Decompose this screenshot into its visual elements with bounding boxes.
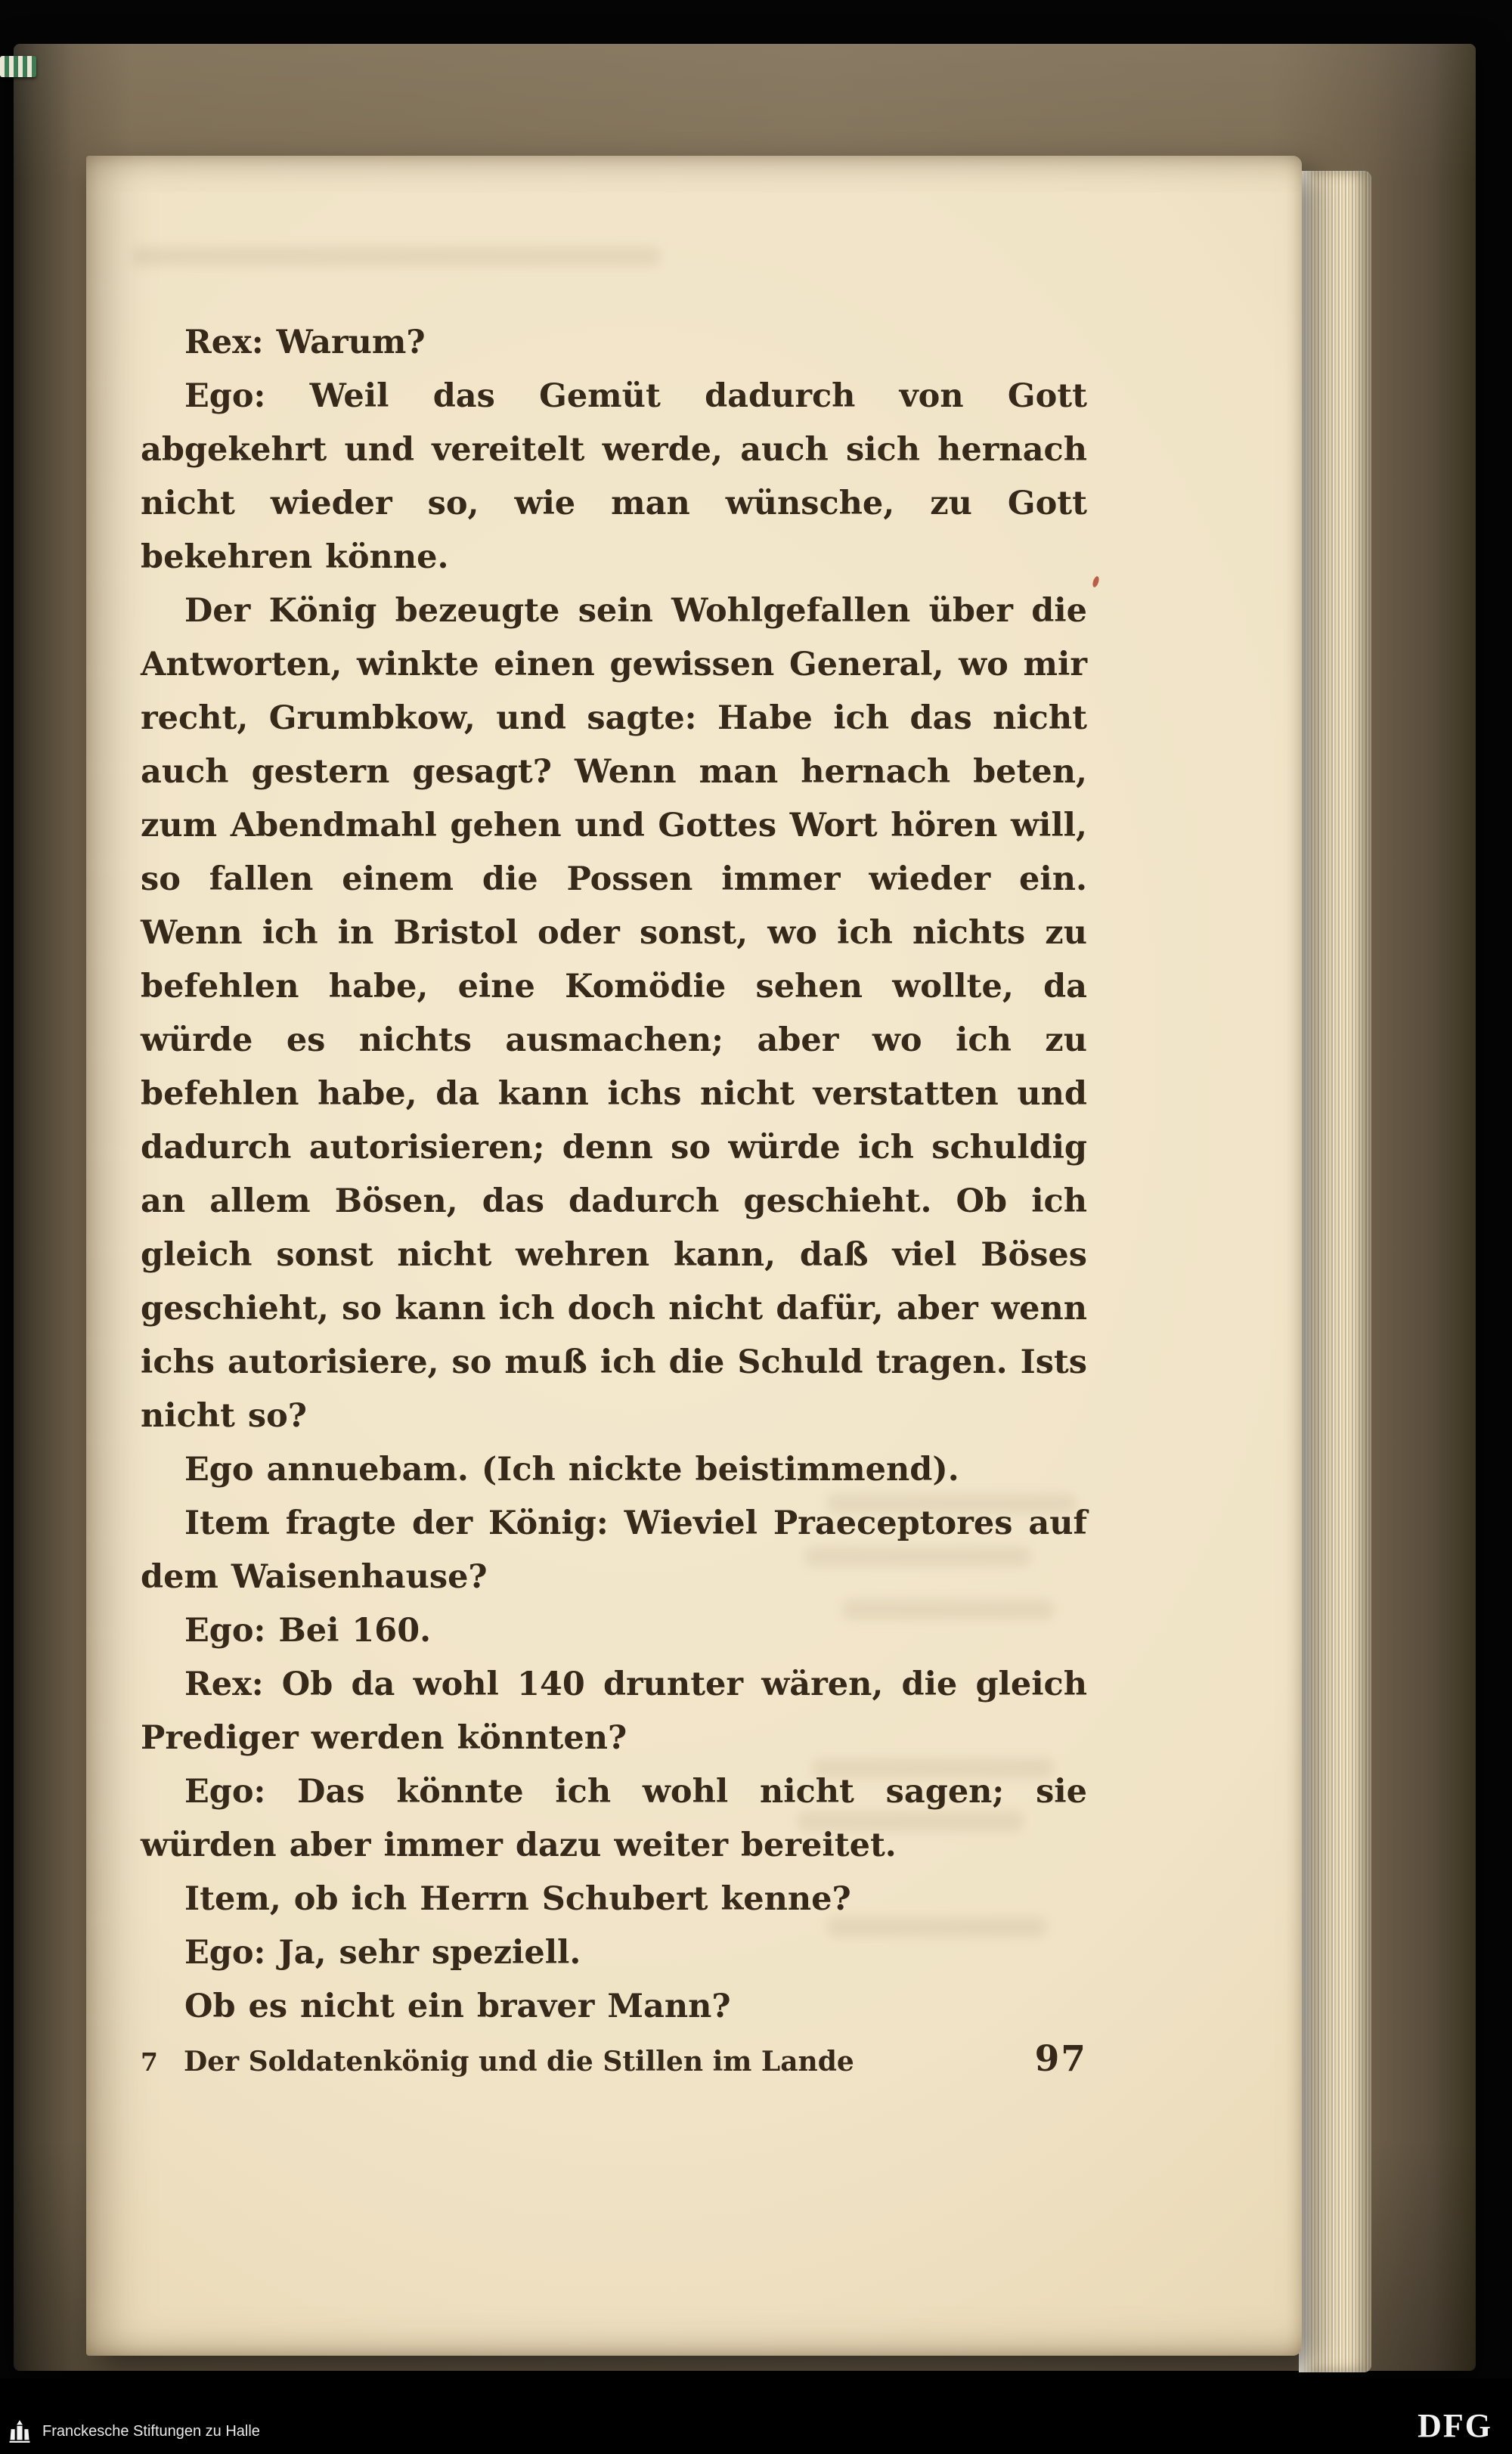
book-cover [14, 44, 1476, 2371]
footer-signature-number: 7 [141, 2047, 158, 2077]
institution-name: Franckesche Stiftungen zu Halle [42, 2422, 260, 2440]
book-headband [0, 56, 36, 77]
book-page [86, 156, 1302, 2356]
page-number: 97 [1034, 2038, 1087, 2080]
paragraph: Rex: Warum? [184, 324, 426, 361]
page-text [141, 316, 1087, 2034]
paragraph: Ego: Bei 160. [184, 1612, 432, 1650]
paragraph: Rex: Ob da wohl 140 drunter wären, die gleich Prediger werden könnten? [141, 1665, 1087, 1757]
page-footer [141, 2038, 1087, 2080]
paragraph: Ego: Ja, sehr speziell. [184, 1934, 581, 1972]
paper-fleck [1092, 575, 1100, 587]
institution-credit [6, 2418, 260, 2445]
paragraph: Ego: Das könnte ich wohl nicht sagen; sie würden aber immer dazu weiter bereitet. [141, 1773, 1087, 1864]
dfg-logo: DFG [1418, 2407, 1492, 2444]
paragraph: Ob es nicht ein braver Mann? [184, 1988, 731, 2025]
paragraph: Item fragte der König: Wieviel Praeceptores auf dem Waisenhause? [141, 1504, 1087, 1596]
paragraph: Item, ob ich Herrn Schubert kenne? [184, 1880, 851, 1918]
paragraph: Ego: Weil das Gemüt dadurch von Gott abgekehrt und vereitelt werde, auch sich hernach nicht wieder so, wie man wünsche, zu Gott bekehren könne. [141, 377, 1087, 576]
scan-credit-bar [0, 2378, 1512, 2454]
footer-running-title: Der Soldatenkönig und die Stillen im Lande [183, 2046, 854, 2078]
paragraph: Ego annuebam. (Ich nickte beistimmend). [184, 1451, 959, 1489]
show-through-line [132, 246, 661, 266]
building-icon [6, 2418, 33, 2445]
paragraph: Der König bezeugte sein Wohlgefallen über die Antworten, winkte einen gewissen General, wo mir recht, Grumbkow, und sagte: Habe ich das nicht auch gestern gesagt? Wenn man hernach beten, zum Abendmahl gehen und Gottes Wort hören will, so fallen einem die Possen immer wieder ein. Wenn ich in Bristol oder sonst, wo ich nichts zu befehlen habe, eine Komödie sehen wollte, da würde es nichts ausmachen; aber wo ich zu befehlen habe, da kann ichs nicht verstatten und dadurch autorisieren; denn so würde ich schuldig an allem Bösen, das dadurch geschieht. Ob ich gleich sonst nicht wehren kann, daß viel Böses geschieht, so kann ich doch nicht dafür, aber wenn ichs autorisiere, so muß ich die Schuld tragen. Ists nicht so? [141, 592, 1087, 1435]
page-edge-stack [1299, 171, 1371, 2372]
